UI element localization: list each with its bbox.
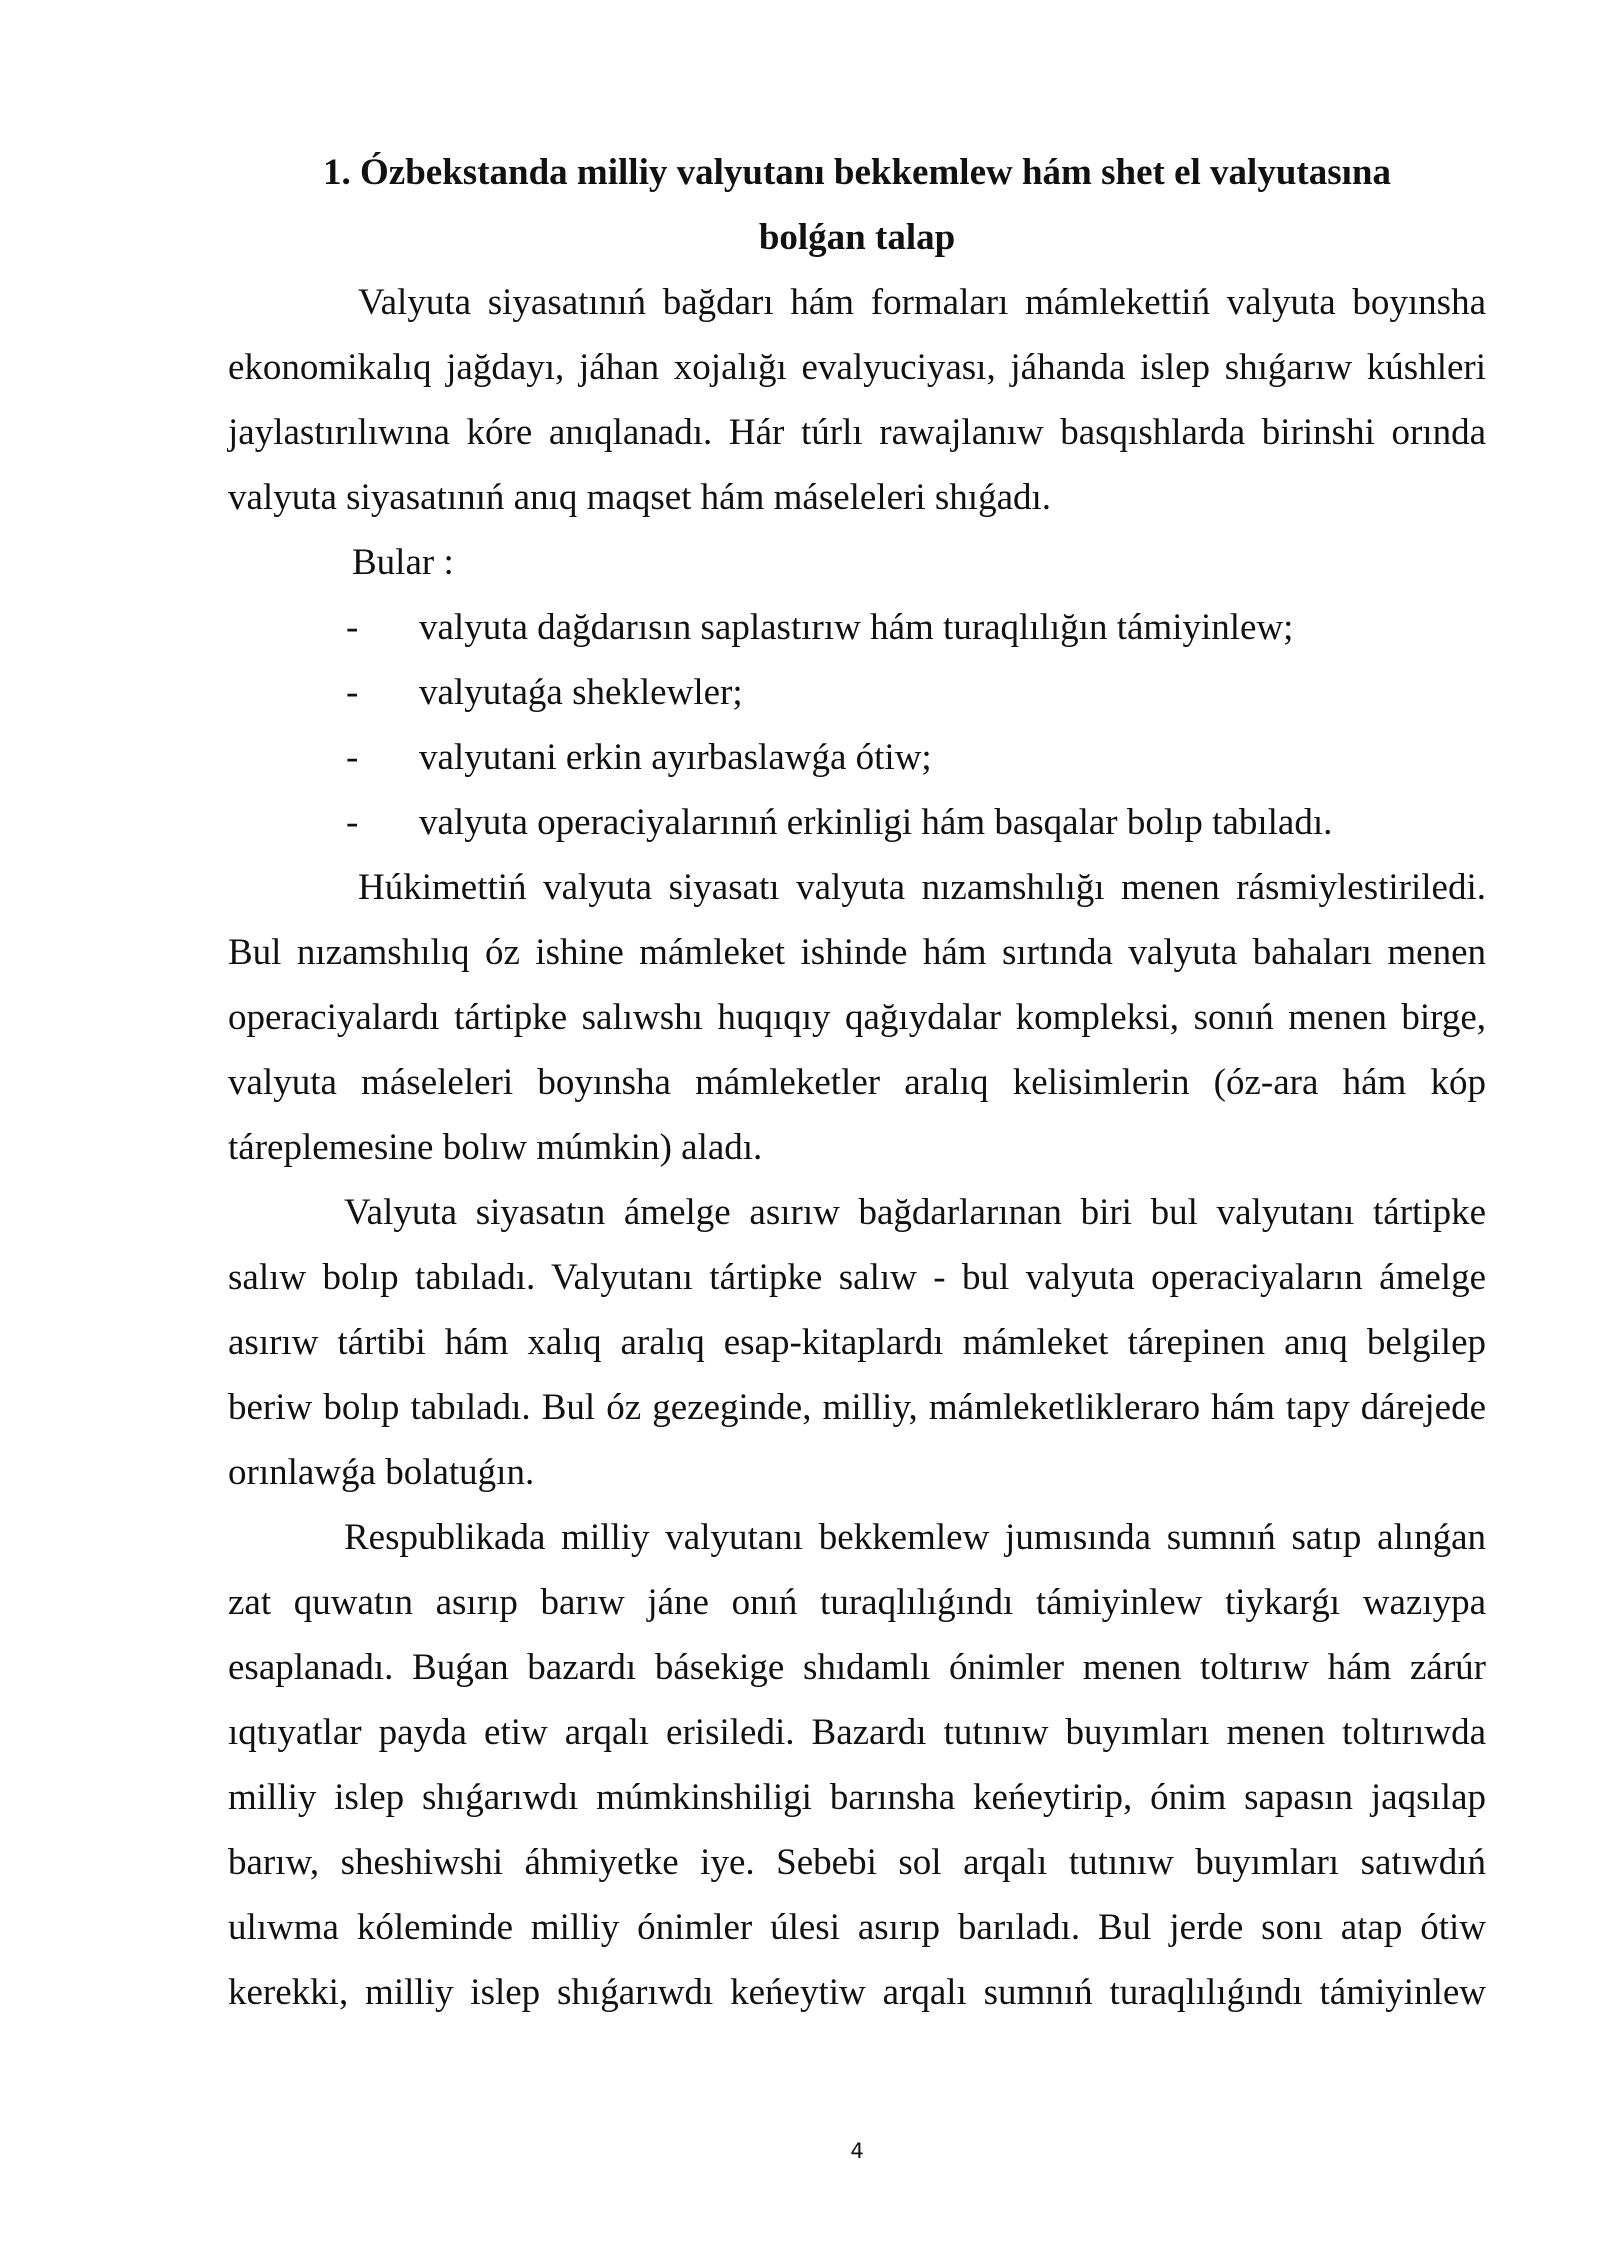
- paragraph-line: beriw bolıp tabıladı. Bul óz gezeginde, milliy, mámleketlikleraro hám tapy dárejede: [228, 1387, 1486, 1428]
- paragraph-line: Respublikada milliy valyutanı bekkemlew jumısında sumnıń satıp alınǵan: [344, 1517, 1486, 1558]
- paragraph-line: ıqtıyatlar payda etiw arqalı erisiledi. Bazardı tutınıw buyımları menen toltırıwda: [228, 1712, 1486, 1753]
- paragraph: [228, 1505, 1486, 2025]
- paragraph-line: Bul nızamshılıq óz ishine mámleket ishinde hám sırtında valyuta bahaları menen: [228, 932, 1486, 973]
- paragraph-line: valyuta siyasatınıń anıq maqset hám máseleleri shıǵadı.: [228, 477, 1052, 518]
- list-item: [228, 595, 1486, 660]
- bullet-list: [228, 530, 1486, 855]
- heading-line: 1. Ózbekstanda milliy valyutanı bekkemlew hám shet el valyutasına: [323, 152, 1391, 193]
- list-item: [228, 660, 1486, 725]
- paragraph-line: asırıw tártibi hám xalıq aralıq esap-kitaplardı mámleket tárepinen anıq belgilep: [228, 1322, 1486, 1363]
- list-item-text: valyutaǵa sheklewler;: [419, 672, 743, 713]
- paragraph-line: operaciyalardı tártipke salıwshı huqıqıy qağıydalar kompleksi, sonıń menen birge,: [228, 997, 1486, 1038]
- paragraph-intro: [228, 270, 1486, 530]
- list-marker: -: [346, 672, 359, 713]
- list-item-text: valyuta dağdarısın saplastırıw hám turaqlılığın támiyinlew;: [419, 607, 1294, 648]
- list-intro: Bular :: [352, 542, 454, 583]
- heading-line: bolǵan talap: [758, 217, 956, 258]
- paragraph-line: Valyuta siyasatınıń bağdarı hám formaları mámlekettiń valyuta boyınsha: [358, 282, 1486, 323]
- paragraph-line: salıw bolıp tabıladı. Valyutanı tártipke salıw - bul valyuta operaciyaların ámelge: [228, 1257, 1486, 1298]
- paragraph-line: jaylastırılıwına kóre anıqlanadı. Hár túrlı rawajlanıw basqıshlarda birinshi orında: [228, 412, 1486, 453]
- paragraph-line: kerekki, milliy islep shıǵarıwdı keńeytiw arqalı sumnıń turaqlılıǵındı támiyinlew: [228, 1972, 1486, 2013]
- paragraph: [228, 855, 1486, 1180]
- paragraph-line: ulıwma kóleminde milliy ónimler úlesi asırıp barıladı. Bul jerde sonı atap ótiw: [228, 1907, 1486, 1948]
- paragraph: [228, 1180, 1486, 1505]
- list-item: [228, 725, 1486, 790]
- list-item-text: valyuta operaciyalarınıń erkinligi hám basqalar bolıp tabıladı.: [419, 802, 1333, 843]
- paragraph-line: valyuta máseleleri boyınsha mámleketler aralıq kelisimlerin (óz-ara hám kóp: [228, 1062, 1486, 1103]
- paragraph-line: milliy islep shıǵarıwdı múmkinshiligi barınsha keńeytirip, ónim sapasın jaqsılap: [228, 1777, 1486, 1818]
- paragraph-line: táreplemesine bolıw múmkin) aladı.: [228, 1127, 763, 1168]
- section-heading: [228, 140, 1486, 270]
- document-page-body: [228, 140, 1486, 2025]
- paragraph-line: Valyuta siyasatın ámelge asırıw bağdarlarınan biri bul valyutanı tártipke: [344, 1192, 1486, 1233]
- list-marker: -: [346, 607, 359, 648]
- list-marker: -: [346, 802, 359, 843]
- list-marker: -: [346, 737, 359, 778]
- list-item: [228, 790, 1486, 855]
- paragraph-line: Húkimettiń valyuta siyasatı valyuta nızamshılığı menen rásmiylestiriledi.: [358, 867, 1486, 908]
- paragraph-line: barıw, sheshiwshi áhmiyetke iye. Sebebi sol arqalı tutınıw buyımları satıwdıń: [228, 1842, 1486, 1883]
- paragraph-line: esaplanadı. Buǵan bazardı básekige shıdamlı ónimler menen toltırıw hám zárúr: [228, 1647, 1486, 1688]
- paragraph-line: ekonomikalıq jağdayı, jáhan xojalığı evalyuciyası, jáhanda islep shıǵarıw kúshleri: [228, 347, 1486, 388]
- page-number: 4: [850, 2139, 864, 2163]
- paragraph-line: zat quwatın asırıp barıw jáne onıń turaqlılıǵındı támiyinlew tiykarǵı wazıypa: [228, 1582, 1486, 1623]
- paragraph-line: orınlawǵa bolatuǵın.: [228, 1452, 535, 1493]
- list-item-text: valyutani erkin ayırbaslawǵa ótiw;: [419, 737, 932, 778]
